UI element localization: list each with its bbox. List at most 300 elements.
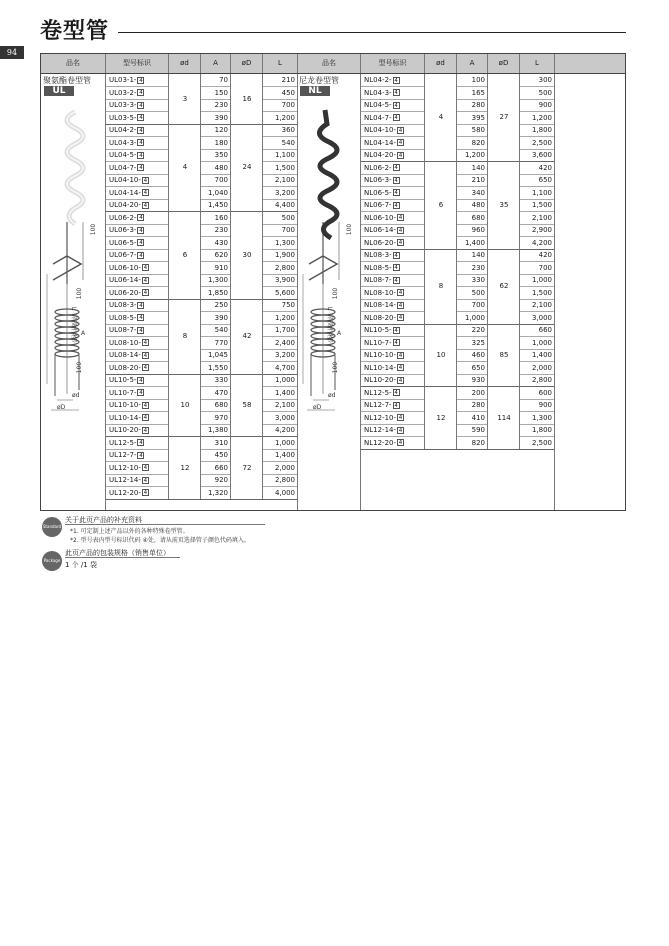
standard-underline (65, 524, 265, 525)
ul-group-D-2: 30 (242, 250, 252, 259)
color-code-icon: 4 (143, 290, 148, 296)
package-icon: Package (42, 551, 62, 571)
nl-group-rule (488, 449, 520, 450)
nl-L-3-2: 1,400 (531, 351, 552, 359)
ul-model-4-3: UL10-14- 4 (109, 413, 148, 422)
color-code-icon: 4 (394, 327, 398, 334)
nl-model-2-3: NL08-10- 4 (364, 288, 403, 297)
nl-L-4-2: 1,300 (531, 413, 552, 422)
nl-A-0-2: 280 (471, 101, 485, 109)
ul-col-rule (168, 74, 169, 499)
nl-model-0-1: NL04-3- 4 (364, 88, 398, 97)
ul-A-1-1: 180 (214, 138, 228, 147)
nl-group-rule (425, 449, 457, 450)
ul-dim-L: L（有效行程） (70, 306, 78, 347)
product-badge-nl: NL (300, 86, 330, 96)
ul-A-1-6: 1,450 (207, 201, 228, 209)
ul-L-2-6: 5,600 (274, 288, 295, 297)
ul-A-2-0: 160 (214, 213, 228, 222)
nl-A-4-2: 410 (471, 413, 485, 422)
ul-L-2-0: 500 (281, 213, 295, 222)
ul-L-0-2: 700 (281, 101, 295, 109)
standard-icon: Standard (42, 517, 62, 537)
product-name-nl: 尼龙卷型管 (299, 76, 339, 85)
ul-group-D-3: 42 (242, 332, 252, 340)
ul-A-1-0: 120 (214, 126, 228, 134)
color-code-icon: 4 (139, 315, 143, 321)
nl-model-1-3: NL06-7- 4 (364, 201, 398, 209)
color-code-icon: 4 (398, 140, 403, 146)
nl-A-4-3: 590 (471, 426, 485, 434)
ul-header-5: L (263, 54, 298, 73)
color-code-icon: 4 (139, 252, 143, 259)
ul-dim-100: 100 (76, 287, 84, 300)
package-underline (65, 557, 180, 558)
nl-A-2-4: 700 (471, 301, 485, 309)
ul-A-3-5: 1,550 (207, 363, 228, 372)
nl-A-1-2: 340 (471, 188, 485, 197)
ul-group-d-4: 10 (180, 401, 190, 409)
ul-L-3-0: 750 (281, 301, 295, 309)
nl-L-0-1: 500 (538, 88, 552, 97)
ul-group-D-4: 58 (242, 401, 252, 409)
ul-A-2-1: 230 (214, 226, 228, 234)
nl-A-2-1: 230 (471, 263, 485, 272)
ul-dim-D: øD (57, 404, 66, 411)
ul-model-0-3: UL03-5- 4 (109, 113, 143, 122)
ul-col-rule (200, 74, 201, 499)
nl-A-2-0: 140 (471, 251, 485, 259)
ul-model-0-1: UL03-2- 4 (109, 88, 143, 97)
nl-A-0-6: 1,200 (464, 151, 485, 159)
ul-group-rule (169, 499, 201, 500)
nl-A-0-1: 165 (471, 88, 485, 97)
color-code-icon: 4 (394, 265, 398, 271)
ul-model-3-5: UL08-20- 4 (109, 363, 148, 372)
nl-A-2-5: 1,000 (464, 313, 485, 322)
nl-row-rule (457, 449, 488, 450)
nl-A-4-0: 200 (471, 388, 485, 397)
ul-model-2-0: UL06-2- 4 (109, 213, 143, 222)
nl-model-4-1: NL12-7- 4 (364, 401, 398, 409)
color-code-icon: 4 (398, 315, 403, 321)
nl-L-4-1: 900 (538, 401, 552, 409)
ul-A-2-2: 430 (214, 238, 228, 247)
product-name-ul: 聚氨酯卷型管 (43, 76, 91, 85)
nl-col-rule (456, 74, 457, 449)
color-code-icon: 4 (398, 377, 403, 384)
color-code-icon: 4 (139, 440, 143, 446)
nl-model-4-3: NL12-14- 4 (364, 426, 403, 434)
nl-L-0-5: 2,500 (531, 138, 552, 147)
ul-model-2-5: UL06-14- 4 (109, 276, 148, 284)
nl-L-2-0: 420 (538, 251, 552, 259)
nl-L-3-0: 660 (538, 326, 552, 334)
ul-L-0-1: 450 (281, 88, 295, 97)
nl-L-2-3: 1,500 (531, 288, 552, 297)
ul-A-3-2: 540 (214, 326, 228, 334)
page-number: 94 (0, 46, 24, 59)
ul-col-rule (262, 74, 263, 499)
nl-A-0-0: 100 (471, 76, 485, 84)
nl-model-1-4: NL06-10- 4 (364, 213, 403, 222)
ul-L-0-3: 1,200 (274, 113, 295, 122)
color-code-icon: 4 (139, 240, 143, 246)
color-code-icon: 4 (394, 252, 398, 259)
nl-group-D-4: 114 (497, 413, 511, 422)
color-code-icon: 4 (139, 452, 143, 459)
ul-A-5-1: 450 (214, 451, 228, 459)
ul-model-1-4: UL04-10- 4 (109, 176, 148, 184)
nl-L-1-1: 650 (538, 176, 552, 184)
ul-L-3-1: 1,200 (274, 313, 295, 322)
nl-model-4-0: NL12-5- 4 (364, 388, 398, 397)
color-code-icon: 4 (394, 277, 398, 284)
ul-header-3: A (201, 54, 231, 73)
ul-A-4-4: 1,380 (207, 426, 228, 434)
nl-A-1-4: 680 (471, 213, 485, 222)
nl-dim-d: ød (328, 392, 336, 399)
color-code-icon: 4 (394, 177, 398, 184)
color-code-icon: 4 (394, 102, 398, 109)
color-code-icon: 4 (398, 302, 403, 309)
ul-A-0-0: 70 (219, 76, 228, 84)
nl-group-d-4: 12 (436, 413, 446, 422)
nl-L-2-5: 3,000 (531, 313, 552, 322)
color-code-icon: 4 (139, 390, 143, 396)
nl-col-rule (554, 74, 555, 510)
ul-row-rule (263, 499, 298, 500)
color-code-icon: 4 (143, 340, 148, 346)
ul-L-3-4: 3,200 (274, 351, 295, 359)
nl-group-d-2: 8 (438, 282, 444, 290)
color-code-icon: 4 (398, 152, 403, 159)
color-code-icon: 4 (143, 402, 148, 409)
ul-model-2-4: UL06-10- 4 (109, 263, 148, 272)
color-code-icon: 4 (394, 190, 398, 196)
color-code-icon: 4 (139, 165, 143, 171)
ul-A-5-0: 310 (214, 438, 228, 447)
nl-A-1-5: 960 (471, 226, 485, 234)
nl-L-3-4: 2,800 (531, 376, 552, 384)
ul-header-0: 品名 (41, 54, 106, 73)
product-badge-ul: UL (44, 86, 74, 96)
ul-L-1-0: 360 (281, 126, 295, 134)
ul-group-D-0: 16 (242, 95, 252, 103)
ul-A-3-4: 1,045 (207, 351, 228, 359)
nl-L-0-2: 900 (538, 101, 552, 109)
package-title: 此页产品的包装规格（销售单位） (65, 549, 170, 557)
nl-dim-A: A (337, 330, 342, 337)
ul-row-rule (201, 499, 231, 500)
nl-col-rule (519, 74, 520, 449)
ul-L-1-3: 1,500 (274, 163, 295, 172)
ul-A-1-2: 350 (214, 151, 228, 159)
nl-L-1-0: 420 (538, 163, 552, 172)
color-code-icon: 4 (139, 140, 143, 146)
color-code-icon: 4 (143, 177, 148, 184)
ul-A-3-3: 770 (214, 338, 228, 347)
nl-A-2-2: 330 (471, 276, 485, 284)
ul-col-rule (230, 74, 231, 499)
color-code-icon: 4 (139, 327, 143, 334)
color-code-icon: 4 (398, 240, 403, 246)
ul-L-4-2: 2,100 (274, 401, 295, 409)
ul-A-2-3: 620 (214, 251, 228, 259)
nl-group-D-3: 85 (499, 351, 509, 359)
nl-header-3: A (457, 54, 488, 73)
ul-model-5-0: UL12-5- 4 (109, 438, 143, 447)
ul-A-0-3: 390 (214, 113, 228, 122)
nl-model-4-2: NL12-10- 4 (364, 413, 403, 422)
ul-L-5-3: 2,800 (274, 476, 295, 484)
nl-A-3-3: 650 (471, 363, 485, 372)
spec-table (40, 53, 626, 511)
nl-A-3-1: 325 (471, 338, 485, 347)
color-code-icon: 4 (398, 127, 403, 134)
nl-A-3-4: 930 (471, 376, 485, 384)
ul-A-3-0: 250 (214, 301, 228, 309)
nl-L-4-4: 2,500 (531, 438, 552, 447)
color-code-icon: 4 (139, 127, 143, 134)
color-code-icon: 4 (139, 115, 143, 121)
ul-A-1-5: 1,040 (207, 188, 228, 197)
ul-L-2-2: 1,300 (274, 238, 295, 247)
ul-model-0-2: UL03-3- 4 (109, 101, 143, 109)
nl-A-1-3: 480 (471, 201, 485, 209)
nl-header-2: ød (425, 54, 457, 73)
ul-L-3-3: 2,400 (274, 338, 295, 347)
nl-group-D-2: 62 (499, 282, 509, 290)
nl-model-3-2: NL10-10- 4 (364, 351, 403, 359)
color-code-icon: 4 (398, 415, 403, 421)
ul-model-4-1: UL10-7- 4 (109, 388, 143, 397)
nl-L-1-5: 2,900 (531, 226, 552, 234)
nl-model-0-0: NL04-2- 4 (364, 76, 398, 84)
nl-header-5: L (520, 54, 555, 73)
ul-group-d-3: 8 (182, 332, 188, 340)
ul-L-5-0: 1,000 (274, 438, 295, 447)
ul-A-0-1: 150 (214, 88, 228, 97)
ul-A-2-5: 1,300 (207, 276, 228, 284)
nl-model-0-3: NL04-7- 4 (364, 113, 398, 122)
nl-L-1-6: 4,200 (531, 238, 552, 247)
nl-A-3-2: 460 (471, 351, 485, 359)
nl-L-1-3: 1,500 (531, 201, 552, 209)
nl-dim-L: L（有效行程） (326, 306, 334, 347)
nl-dim-100-bottom: 100 (332, 361, 340, 374)
ul-A-4-1: 470 (214, 388, 228, 397)
nl-A-1-0: 140 (471, 163, 485, 172)
nl-A-2-3: 500 (471, 288, 485, 297)
ul-model-2-3: UL06-7- 4 (109, 251, 143, 259)
nl-A-1-6: 1,400 (464, 238, 485, 247)
ul-L-4-3: 3,000 (274, 413, 295, 422)
package-unit: 1 个 /1 袋 (65, 561, 97, 569)
nl-model-1-1: NL06-3- 4 (364, 176, 398, 184)
ul-model-1-3: UL04-7- 4 (109, 163, 143, 172)
ul-A-5-3: 920 (214, 476, 228, 484)
ul-L-2-5: 3,900 (274, 276, 295, 284)
ul-header-4: øD (231, 54, 263, 73)
color-code-icon: 4 (143, 465, 148, 471)
ul-L-3-2: 1,700 (274, 326, 295, 334)
ul-model-5-2: UL12-10- 4 (109, 463, 148, 472)
nl-A-0-5: 820 (471, 138, 485, 147)
ul-L-4-0: 1,000 (274, 376, 295, 384)
color-code-icon: 4 (394, 402, 398, 409)
nl-model-2-4: NL08-14- 4 (364, 301, 403, 309)
ul-model-4-4: UL10-20- 4 (109, 426, 148, 434)
ul-group-d-2: 6 (182, 250, 188, 259)
nl-L-0-0: 300 (538, 76, 552, 84)
ul-A-4-2: 680 (214, 401, 228, 409)
ul-model-4-2: UL10-10- 4 (109, 401, 148, 409)
nl-header-0: 品名 (298, 54, 361, 73)
nl-L-2-2: 1,000 (531, 276, 552, 284)
color-code-icon: 4 (398, 352, 403, 359)
nl-model-3-1: NL10-7- 4 (364, 338, 398, 347)
color-code-icon: 4 (398, 427, 403, 434)
ul-L-1-2: 1,100 (274, 151, 295, 159)
ul-model-3-4: UL08-14- 4 (109, 351, 148, 359)
color-code-icon: 4 (398, 290, 403, 296)
color-code-icon: 4 (394, 202, 398, 209)
nl-header-1: 型号标识 (361, 54, 425, 73)
nl-L-4-0: 600 (538, 388, 552, 397)
nl-model-2-2: NL08-7- 4 (364, 276, 398, 284)
color-code-icon: 4 (139, 302, 143, 309)
nl-group-d-1: 6 (438, 200, 444, 209)
ul-dim-d: ød (72, 392, 80, 399)
color-code-icon: 4 (394, 115, 398, 121)
color-code-icon: 4 (139, 102, 143, 109)
nl-model-1-2: NL06-5- 4 (364, 188, 398, 197)
ul-L-5-4: 4,000 (274, 488, 295, 497)
nl-A-4-1: 280 (471, 401, 485, 409)
ul-group-d-5: 12 (180, 463, 190, 472)
nl-model-0-6: NL04-20- 4 (364, 151, 403, 159)
color-code-icon: 4 (139, 377, 143, 384)
ul-model-3-3: UL08-10- 4 (109, 338, 148, 347)
ul-dim-A: A (81, 330, 86, 337)
ul-model-2-1: UL06-3- 4 (109, 226, 143, 234)
ul-model-1-2: UL04-5- 4 (109, 151, 143, 159)
ul-A-4-0: 330 (214, 376, 228, 384)
ul-header-2: ød (169, 54, 201, 73)
ul-model-1-6: UL04-20- 4 (109, 201, 148, 209)
nl-L-3-3: 2,000 (531, 363, 552, 372)
nl-group-D-0: 27 (499, 113, 509, 121)
nl-model-0-5: NL04-14- 4 (364, 138, 403, 147)
nl-model-2-5: NL08-20- 4 (364, 313, 403, 322)
color-code-icon: 4 (143, 477, 148, 484)
nl-L-1-4: 2,100 (531, 213, 552, 222)
standard-note-2: *2. 型号表内型号标识代码 ④处，请从前页选择管子颜色代码填入。 (70, 537, 250, 544)
nl-model-1-5: NL06-14- 4 (364, 226, 403, 234)
color-code-icon: 4 (394, 390, 398, 396)
nl-dim-D: øD (313, 404, 322, 411)
nl-col-rule (360, 74, 361, 510)
ul-dim-100-bottom: 100 (76, 361, 84, 374)
ul-group-D-1: 24 (242, 163, 252, 171)
color-code-icon: 4 (143, 277, 148, 284)
nl-model-0-2: NL04-5- 4 (364, 101, 398, 109)
ul-model-3-1: UL08-5- 4 (109, 313, 143, 322)
standard-title: 关于此页产品的补充资料 (65, 516, 142, 524)
ul-A-5-4: 1,320 (207, 488, 228, 497)
ul-group-rule (231, 499, 263, 500)
nl-group-D-1: 35 (499, 200, 509, 209)
nl-dim-100: 100 (332, 287, 340, 300)
color-code-icon: 4 (398, 215, 403, 221)
ul-model-5-3: UL12-14- 4 (109, 476, 148, 484)
nl-L-0-3: 1,200 (531, 113, 552, 122)
nl-model-0-4: NL04-10- 4 (364, 126, 403, 134)
ul-model-3-2: UL08-7- 4 (109, 326, 143, 334)
ul-A-2-4: 910 (214, 263, 228, 272)
ul-group-d-1: 4 (182, 163, 188, 171)
color-code-icon: 4 (394, 77, 398, 84)
ul-L-4-4: 4,200 (274, 426, 295, 434)
color-code-icon: 4 (139, 227, 143, 234)
color-code-icon: 4 (398, 365, 403, 371)
nl-model-2-0: NL08-3- 4 (364, 251, 398, 259)
ul-L-2-1: 700 (281, 226, 295, 234)
ul-L-2-3: 1,900 (274, 251, 295, 259)
ul-col-rule (297, 74, 298, 510)
color-code-icon: 4 (143, 352, 148, 359)
color-code-icon: 4 (143, 265, 148, 271)
nl-group-d-0: 4 (438, 113, 444, 121)
ul-model-1-1: UL04-3- 4 (109, 138, 143, 147)
ul-model-1-0: UL04-2- 4 (109, 126, 143, 134)
ul-L-5-2: 2,000 (274, 463, 295, 472)
color-code-icon: 4 (398, 440, 403, 446)
nl-L-1-2: 1,100 (531, 188, 552, 197)
ul-group-d-0: 3 (182, 95, 188, 103)
nl-header-4: øD (488, 54, 520, 73)
nl-model-2-1: NL08-5- 4 (364, 263, 398, 272)
nl-model-4-4: NL12-20- 4 (364, 438, 403, 447)
nl-A-0-3: 395 (471, 113, 485, 122)
nl-col-rule (424, 74, 425, 449)
color-code-icon: 4 (394, 340, 398, 346)
ul-model-2-2: UL06-5- 4 (109, 238, 143, 247)
ul-L-5-1: 1,400 (274, 451, 295, 459)
color-code-icon: 4 (143, 490, 148, 496)
color-code-icon: 4 (139, 215, 143, 221)
ul-L-4-1: 1,400 (274, 388, 295, 397)
color-code-icon: 4 (139, 152, 143, 159)
nl-model-1-0: NL06-2- 4 (364, 163, 398, 172)
ul-model-1-5: UL04-14- 4 (109, 188, 148, 197)
nl-L-4-3: 1,800 (531, 426, 552, 434)
color-code-icon: 4 (143, 415, 148, 421)
ul-L-1-6: 4,400 (274, 201, 295, 209)
ul-A-2-6: 1,850 (207, 288, 228, 297)
ul-A-3-1: 390 (214, 313, 228, 322)
color-code-icon: 4 (394, 165, 398, 171)
nl-A-4-4: 820 (471, 438, 485, 447)
ul-model-3-0: UL08-3- 4 (109, 301, 143, 309)
ul-L-1-4: 2,100 (274, 176, 295, 184)
ul-model-0-0: UL03-1- 4 (109, 76, 143, 84)
color-code-icon: 4 (139, 77, 143, 84)
ul-L-2-4: 2,800 (274, 263, 295, 272)
color-code-icon: 4 (394, 90, 398, 96)
ul-model-2-6: UL06-20- 4 (109, 288, 148, 297)
